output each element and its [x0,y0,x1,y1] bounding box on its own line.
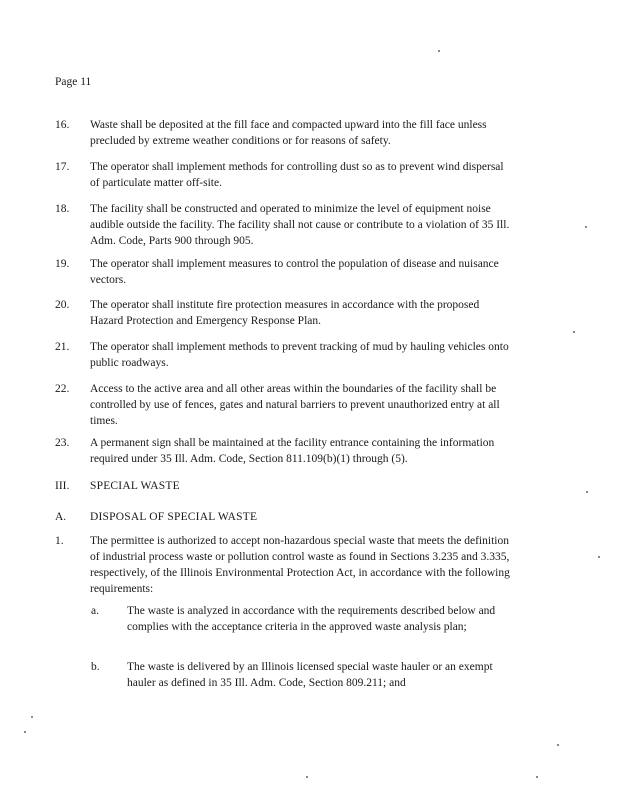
item-number: 18. [55,203,70,215]
scan-speck [598,556,600,558]
item-text: The operator shall institute fire protection measures in accordance with the proposed Hazard Protection and Emergency Response Plan. [90,299,480,327]
item-text: The operator shall implement measures to control the population of disease and nuisance vectors. [90,258,499,286]
subsection-letter: A. [55,511,67,523]
item-text: The permittee is authorized to accept non-hazardous special waste that meets the definition of industrial process waste or pollution control waste as found in Sections 3.235 and 3.335, respectively, of the Illinois Environmental Protection Act, in accordance with the following requirements: [90,535,510,595]
item-number: 17. [55,161,70,173]
item-number: 19. [55,258,70,270]
item-number: 21. [55,341,70,353]
item-number: 16. [55,119,70,131]
sub-item-letter: b. [91,661,100,673]
scan-speck [586,491,588,493]
scan-speck [585,226,587,228]
item-text: Waste shall be deposited at the fill face and compacted upward into the fill face unless precluded by extreme weather conditions or for reasons of safety. [90,119,487,147]
item-text: A permanent sign shall be maintained at the facility entrance containing the information required under 35 Ill. Adm. Code, Section 811.109(b)(1) through (5). [90,437,495,465]
item-text: The operator shall implement methods to prevent tracking of mud by hauling vehicles onto public roadways. [90,341,509,369]
sub-item-letter: a. [91,605,99,617]
scan-speck [557,744,559,746]
scan-speck [573,331,575,333]
page-number: Page 11 [55,76,92,88]
item-text: Access to the active area and all other areas within the boundaries of the facility shall be controlled by use of fences, gates and natural barriers to prevent unauthorized entry at all times. [90,383,500,427]
item-number: 20. [55,299,70,311]
scan-speck [536,776,538,778]
scan-speck [438,50,440,52]
sub-item-text: The waste is analyzed in accordance with the requirements described below and complies with the acceptance criteria in the approved waste analysis plan; [127,605,496,633]
section-number: III. [55,480,70,492]
scan-speck [31,716,33,718]
item-text: The operator shall implement methods for controlling dust so as to prevent wind dispersal of particulate matter off-site. [90,161,504,189]
subsection-title: DISPOSAL OF SPECIAL WASTE [90,511,258,523]
item-number: 1. [55,535,64,547]
item-text: The facility shall be constructed and operated to minimize the level of equipment noise audible outside the facility. The facility shall not cause or contribute to a violation of 35 Ill. Adm. Code, Parts 900 through 905. [90,203,510,247]
item-number: 22. [55,383,70,395]
section-title: SPECIAL WASTE [90,480,180,492]
scan-speck [24,731,26,733]
sub-item-text: The waste is delivered by an Illinois licensed special waste hauler or an exempt hauler as defined in 35 Ill. Adm. Code, Section 809.211; and [127,661,493,689]
scan-speck [306,776,308,778]
item-number: 23. [55,437,70,449]
